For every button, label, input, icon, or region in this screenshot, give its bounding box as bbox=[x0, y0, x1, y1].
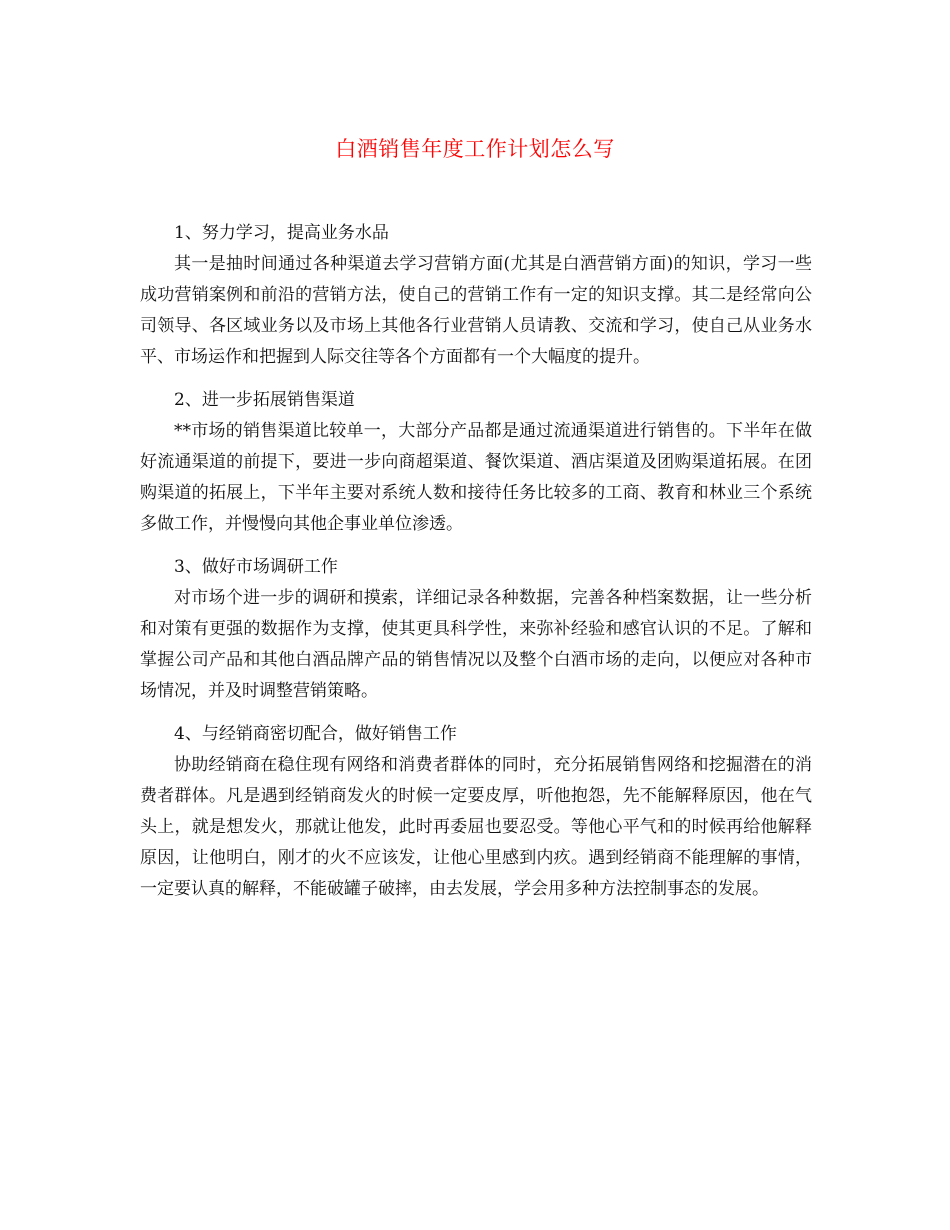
section-heading: 2、进一步拓展销售渠道 bbox=[174, 390, 355, 410]
section-heading: 3、做好市场调研工作 bbox=[174, 557, 338, 577]
section-paragraph: 其一是抽时间通过各种渠道去学习营销方面(尤其是白酒营销方面)的知识，学习一些成功营销案例和前沿的营销方法，使自己的营销工作有一定的知识支撑。其二是经常向公司领导、各区域业务以及市场上其他各行业营销人员请教、交流和学习，使自己从业务水平、市场运作和把握到人际交往等各个方面都有一个大幅度的提升。 bbox=[140, 254, 812, 367]
document-body bbox=[140, 218, 812, 917]
section-heading: 4、与经销商密切配合，做好销售工作 bbox=[174, 724, 457, 744]
section-2 bbox=[140, 385, 812, 540]
section-paragraph: 对市场个进一步的调研和摸索，详细记录各种数据，完善各种档案数据，让一些分析和对策有更强的数据作为支撑，使其更具科学性，来弥补经验和感官认识的不足。了解和掌握公司产品和其他白酒品牌产品的销售情况以及整个白酒市场的走向，以便应对各种市场情况，并及时调整营销策略。 bbox=[140, 588, 812, 701]
section-3 bbox=[140, 552, 812, 707]
section-paragraph: 协助经销商在稳住现有网络和消费者群体的同时，充分拓展销售网络和挖掘潜在的消费者群体。凡是遇到经销商发火的时候一定要皮厚，听他抱怨，先不能解释原因，他在气头上，就是想发火，那就让他发，此时再委屈也要忍受。等他心平气和的时候再给他解释原因，让他明白，刚才的火不应该发，让他心里感到内疚。遇到经销商不能理解的事情，一定要认真的解释，不能破罐子破摔，由去发展，学会用多种方法控制事态的发展。 bbox=[140, 755, 812, 899]
document-title: 白酒销售年度工作计划怎么写 bbox=[335, 137, 615, 161]
section-paragraph: **市场的销售渠道比较单一，大部分产品都是通过流通渠道进行销售的。下半年在做好流通渠道的前提下，要进一步向商超渠道、餐饮渠道、酒店渠道及团购渠道拓展。在团购渠道的拓展上，下半年主要对系统人数和接待任务比较多的工商、教育和林业三个系统多做工作，并慢慢向其他企事业单位渗透。 bbox=[140, 421, 812, 534]
section-4 bbox=[140, 719, 812, 905]
section-heading: 1、努力学习，提高业务水品 bbox=[174, 223, 389, 243]
section-1 bbox=[140, 218, 812, 373]
